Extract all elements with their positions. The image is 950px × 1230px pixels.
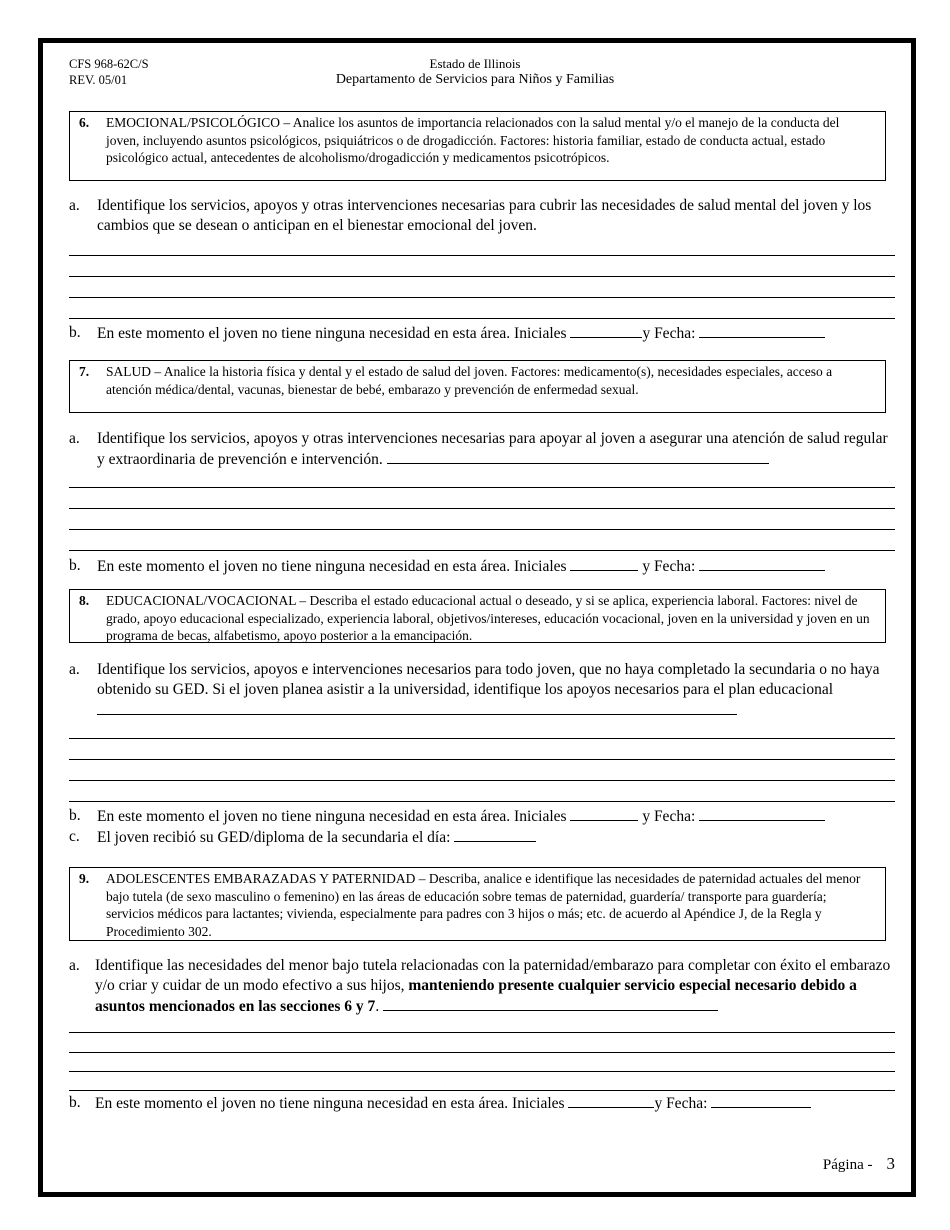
answer-line[interactable] xyxy=(69,1090,895,1091)
section-6-number: 6. xyxy=(79,115,90,130)
item-letter: a. xyxy=(69,957,80,974)
question-text: Identifique las necesidades del menor bajo tutela relacionadas con la paternidad/embarazo para completar con éxito el embarazo y/o criar y cuidar de un modo efectivo a sus hijos, xyxy=(95,957,891,994)
question-text: Identifique los servicios, apoyos y otras intervenciones necesarias para apoyar al joven a asegurar una atención de salud regular y extraordinaria de prevención e intervención. xyxy=(97,430,888,468)
date-field[interactable] xyxy=(711,1093,811,1108)
answer-line[interactable] xyxy=(69,487,895,488)
answer-line[interactable] xyxy=(69,508,895,509)
no-need-statement: En este momento el joven no tiene ninguna necesidad en esta área. Iniciales xyxy=(97,808,567,825)
state-name: Estado de Illinois xyxy=(429,56,521,71)
item-letter: b. xyxy=(69,324,81,341)
section-9-number: 9. xyxy=(79,871,90,886)
section-6-question-a xyxy=(69,196,895,236)
ged-date-statement: El joven recibió su GED/diploma de la secundaria el día: xyxy=(97,829,451,846)
answer-line[interactable] xyxy=(69,297,895,298)
no-need-statement: En este momento el joven no tiene ninguna necesidad en esta área. Iniciales xyxy=(97,325,567,342)
section-8-question-a xyxy=(69,660,895,721)
date-label: y Fecha: xyxy=(642,558,696,575)
initials-field[interactable] xyxy=(570,323,642,338)
item-letter: b. xyxy=(69,557,81,574)
date-label: y Fecha: xyxy=(654,1095,708,1112)
question-emphasis: manteniendo presente cualquier servicio especial necesario debido a asuntos mencionados en las secciones 6 y 7 xyxy=(95,977,857,1015)
item-letter: c. xyxy=(69,828,80,845)
section-7-box xyxy=(69,360,886,413)
answer-field[interactable] xyxy=(97,700,737,715)
section-7-description: SALUD – Analice la historia física y dental y el estado de salud del joven. Factores: medicamento(s), necesidades especiales, acceso a atención médica/dental, vacunas, bienestar de bebé, embarazo y prevención de enfermedad sexual. xyxy=(106,364,833,397)
section-9-question-b xyxy=(69,1093,895,1114)
item-letter: a. xyxy=(69,197,80,214)
initials-field[interactable] xyxy=(570,806,638,821)
section-6-box xyxy=(69,111,886,181)
answer-line[interactable] xyxy=(69,738,895,739)
answer-field[interactable] xyxy=(387,449,769,464)
date-label: y Fecha: xyxy=(642,808,696,825)
answer-line[interactable] xyxy=(69,255,895,256)
question-period: . xyxy=(375,998,380,1015)
section-9-box xyxy=(69,867,886,941)
section-6-description: EMOCIONAL/PSICOLÓGICO – Analice los asuntos de importancia relacionados con la salud mental y/o el manejo de la conducta del joven, incluyendo asuntos psicológicos, psiquiátricos o de drogadicción. Factores: historia familiar, estado de conducta actual, estado psicológico actual, antecedentes de alcoholismo/drogadicción y medicamentos psicotrópicos. xyxy=(106,115,840,165)
revision-date: REV. 05/01 xyxy=(69,73,128,87)
section-8-description: EDUCACIONAL/VOCACIONAL – Describa el estado educacional actual o deseado, y si se aplica, experiencia laboral. Factores: nivel de grado, apoyo educacional especializado, experiencia laboral, objetivos/intereses, educación vocacional, joven en la universidad y joven en un programa de becas, alfabetismo, apoyo posterior a la emancipación. xyxy=(106,593,870,643)
no-need-statement: En este momento el joven no tiene ninguna necesidad en esta área. Iniciales xyxy=(97,558,567,575)
answer-line[interactable] xyxy=(69,759,895,760)
ged-date-field[interactable] xyxy=(454,827,536,842)
question-text: Identifique los servicios, apoyos e intervenciones necesarios para todo joven, que no haya completado la secundaria o no haya obtenido su GED. Si el joven planea asistir a la universidad, identifique los apoyos necesarios para el plan educacional xyxy=(97,661,880,698)
section-8-number: 8. xyxy=(79,593,90,608)
section-8-question-c xyxy=(69,827,895,848)
answer-line[interactable] xyxy=(69,1052,895,1053)
section-7-question-a xyxy=(69,429,895,470)
department-name: Departamento de Servicios para Niños y Familias xyxy=(335,72,615,87)
item-letter: b. xyxy=(69,1094,81,1111)
form-id-block xyxy=(69,56,149,88)
section-8-question-b xyxy=(69,806,895,827)
section-7-question-b xyxy=(69,556,895,577)
date-field[interactable] xyxy=(699,806,825,821)
section-9-question-a xyxy=(69,956,895,1017)
initials-field[interactable] xyxy=(570,556,638,571)
item-letter: b. xyxy=(69,807,81,824)
answer-line[interactable] xyxy=(69,529,895,530)
initials-field[interactable] xyxy=(568,1093,654,1108)
section-6-question-b xyxy=(69,323,895,344)
section-9-description: ADOLESCENTES EMBARAZADAS Y PATERNIDAD – Describa, analice e identifique las necesidades de paternidad actuales del menor bajo tutela (de sexo masculino o femenino) en las áreas de educación sobre temas de paternidad, guardería/ transporte para guardería; servicios médicos para lactantes; vivienda, especialmente para padres con 3 hijos o más; etc. de acuerdo al Apéndice J, de la Regla y Procedimiento 302. xyxy=(106,871,861,939)
answer-line[interactable] xyxy=(69,1071,895,1072)
answer-line[interactable] xyxy=(69,780,895,781)
form-number: CFS 968-62C/S xyxy=(69,57,149,71)
agency-header xyxy=(200,56,750,88)
answer-line[interactable] xyxy=(69,318,895,319)
item-letter: a. xyxy=(69,661,80,678)
item-letter: a. xyxy=(69,430,80,447)
section-7-number: 7. xyxy=(79,364,90,379)
answer-line[interactable] xyxy=(69,1032,895,1033)
no-need-statement: En este momento el joven no tiene ninguna necesidad en esta área. Iniciales xyxy=(95,1095,565,1112)
answer-line[interactable] xyxy=(69,801,895,802)
page-label: Página - xyxy=(822,1157,873,1173)
question-text: Identifique los servicios, apoyos y otras intervenciones necesarias para cubrir las necesidades de salud mental del joven y los cambios que se desean o anticipan en el bienestar emocional del joven. xyxy=(97,197,872,234)
answer-line[interactable] xyxy=(69,550,895,551)
answer-field[interactable] xyxy=(383,996,718,1011)
date-field[interactable] xyxy=(699,556,825,571)
answer-line[interactable] xyxy=(69,276,895,277)
page-footer xyxy=(823,1154,895,1174)
page-number: 3 xyxy=(886,1154,895,1173)
date-field[interactable] xyxy=(699,323,825,338)
date-label: y Fecha: xyxy=(642,325,696,342)
section-8-box xyxy=(69,589,886,643)
